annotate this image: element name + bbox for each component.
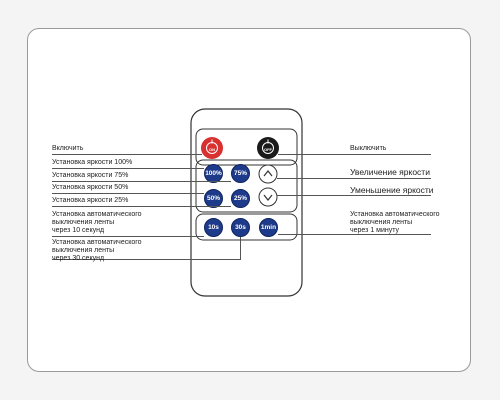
on-button-text: ON — [209, 147, 215, 152]
leader-10s — [52, 236, 204, 237]
leader-up — [277, 178, 431, 179]
brightness-25-button[interactable]: 25% — [231, 189, 250, 208]
timer-10s-button[interactable]: 10s — [204, 218, 223, 237]
brightness-100-button[interactable]: 100% — [204, 164, 223, 183]
label-timer-10s: Установка автоматического выключения ленты через 10 секунд — [52, 211, 142, 234]
leader-down — [277, 195, 431, 196]
brightness-up-button — [259, 165, 277, 183]
leader-25 — [52, 206, 231, 207]
timer-30s-button[interactable]: 30s — [231, 218, 250, 237]
off-button-text: OFF — [264, 147, 272, 152]
label-on: Включить — [52, 145, 84, 152]
label-brightness-50: Установка яркости 50% — [52, 184, 129, 191]
leader-50 — [52, 193, 204, 194]
leader-30s-vertical — [240, 237, 241, 259]
label-brightness-25: Установка яркости 25% — [52, 197, 129, 204]
leader-off — [278, 154, 431, 155]
brightness-50-button[interactable]: 50% — [204, 189, 223, 208]
label-off: Выключить — [350, 145, 387, 152]
leader-on — [52, 154, 202, 155]
leader-75 — [52, 181, 231, 182]
timer-1min-button[interactable]: 1min — [259, 218, 278, 237]
leader-100 — [52, 168, 204, 169]
label-brightness-100: Установка яркости 100% — [52, 159, 133, 166]
label-timer-30s: Установка автоматического выключения ленты через 30 секунд — [52, 239, 142, 262]
brightness-down-button — [259, 188, 277, 206]
label-brightness-up: Увеличение яркости — [350, 167, 430, 177]
label-timer-1min: Установка автоматического выключения ленты через 1 минуту — [350, 211, 440, 234]
label-brightness-75: Установка яркости 75% — [52, 172, 129, 179]
brightness-75-button[interactable]: 75% — [231, 164, 250, 183]
label-brightness-down: Уменьшение яркости — [350, 185, 434, 195]
